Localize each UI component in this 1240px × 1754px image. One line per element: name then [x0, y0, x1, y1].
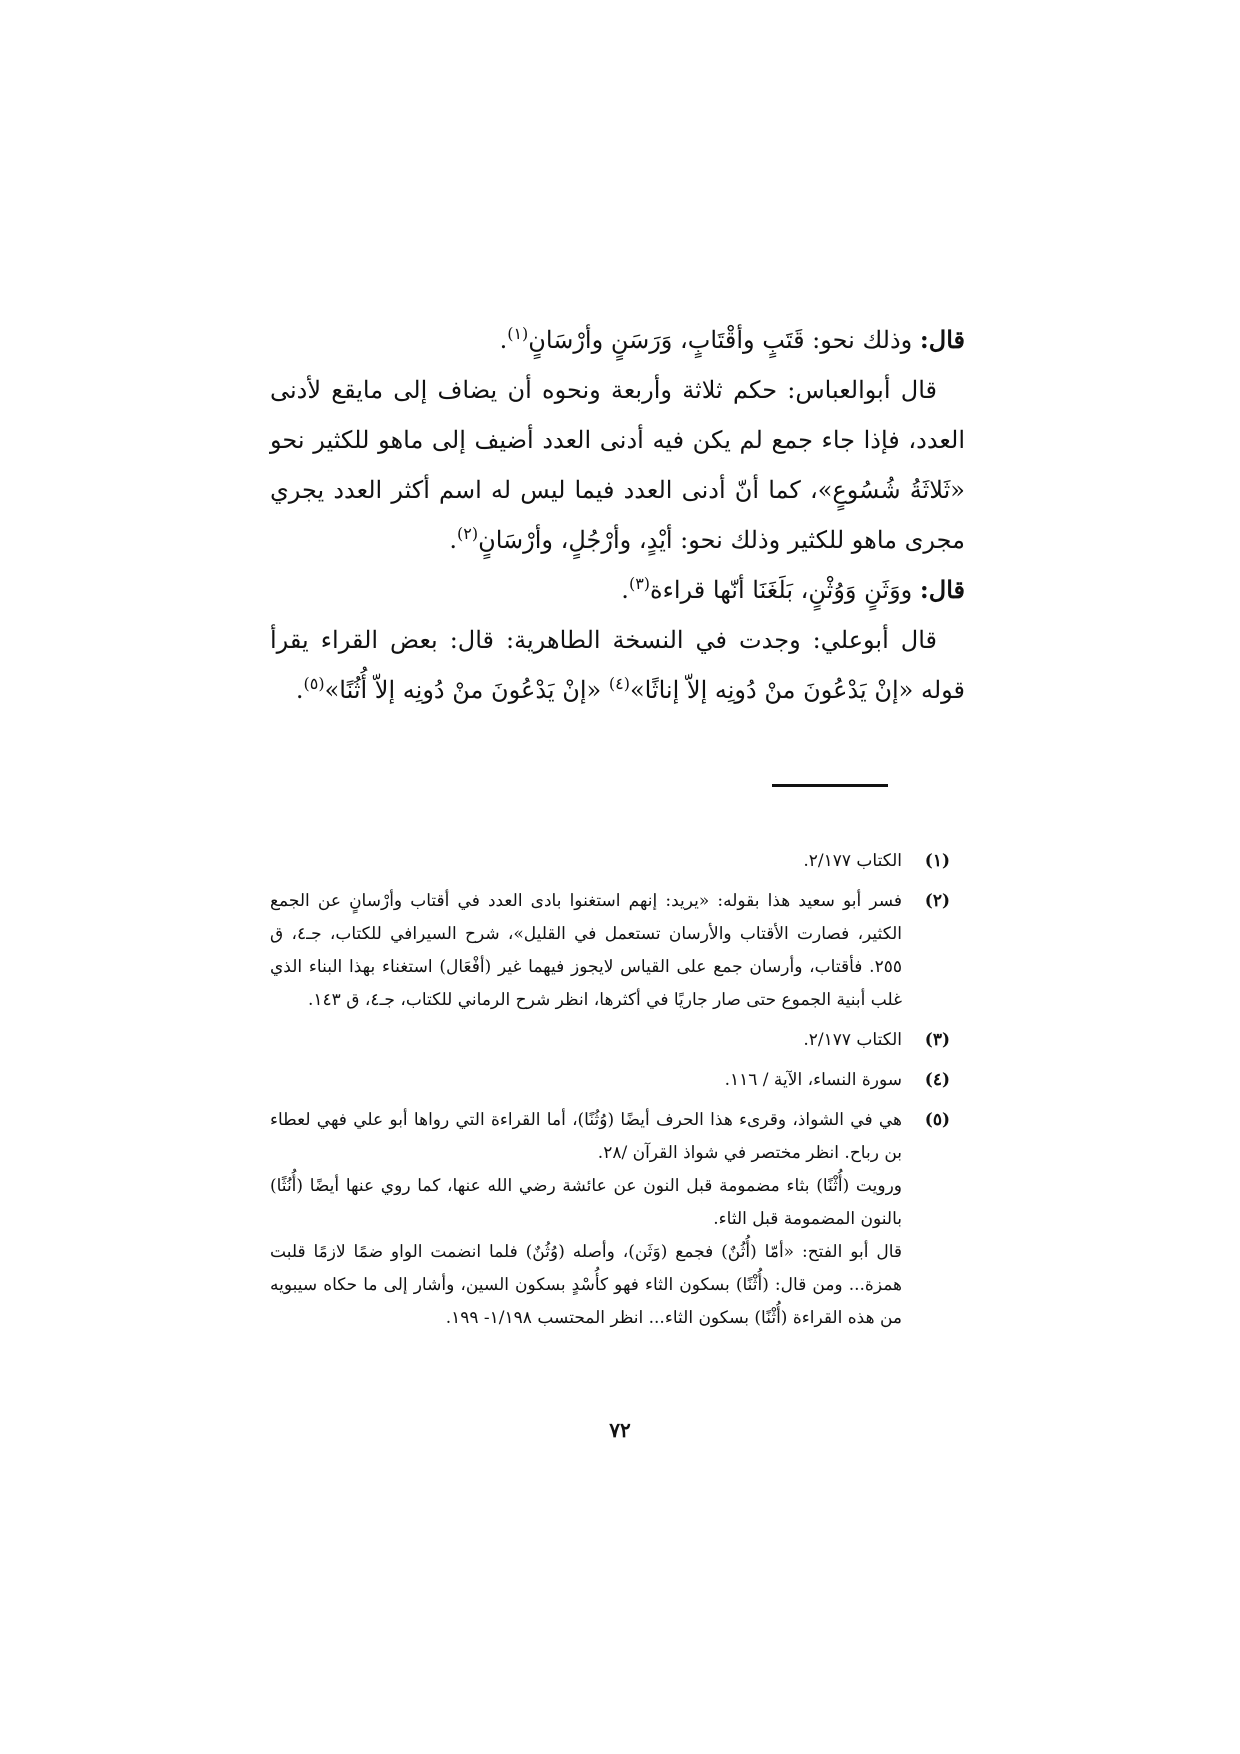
- footnote-text: سورة النساء، الآية / ١١٦.: [724, 1070, 902, 1090]
- paragraph-text: قال أبوعلي: وجدت في النسخة الطاهرية: قال: بعض القراء يقرأ قوله «إنْ يَدْعُونَ منْ دُونِه إلاّ إناثًا»: [270, 626, 965, 704]
- footnote-body: [270, 845, 902, 878]
- footnote-text: فسر أبو سعيد هذا بقوله: «يريد: إنهم استغنوا بادى العدد في أقتاب وأرْسانٍ عن الجمع الكثير، فصارت الأقتاب والأرسان تستعمل في القليل»، شرح السيرافي للكتاب، جـ٤، ق ٢٥٥. فأقتاب، وأرسان جمع على القياس لايجوز فيهما غير (أفْعَال) استغناء بهذا البناء الذي غلب أبنية الجموع حتى صار جاريًا في أكثرها، انظر شرح الرماني للكتاب، جـ٤، ق ١٤٣.: [270, 891, 902, 1010]
- paragraph-end: .: [449, 526, 457, 554]
- footnote-4: [270, 1064, 950, 1097]
- footnotes-section: [270, 845, 950, 1342]
- speaker-label: قال:: [919, 575, 965, 604]
- paragraph-end: .: [295, 676, 304, 704]
- footnote-2: [270, 885, 950, 1017]
- footnote-text: الكتاب ٢/١٧٧.: [803, 1030, 902, 1050]
- footnote-5: [270, 1104, 950, 1335]
- footnote-number: (٤): [924, 1070, 950, 1090]
- footnote-reference: (٣): [628, 574, 651, 593]
- footnote-number: (١): [924, 851, 950, 871]
- footnote-reference: (٥): [303, 674, 325, 693]
- paragraph-text: ووَثَنٍ وَوُثْنٍ، بَلَغَنَا أنّها قراءة: [650, 576, 920, 604]
- footnote-text: هي في الشواذ، وقرىء هذا الحرف أيضًا (وُثُنًا)، أما القراءة التي رواها أبو علي فهي لعطاء بن رباح. انظر مختصر في شواذ القرآن /٢٨.: [270, 1110, 902, 1163]
- paragraph-text: «إنْ يَدْعُونَ منْ دُونِه إلاّ أُثُنًا»: [324, 676, 609, 704]
- footnote-reference: (٢): [457, 524, 479, 543]
- page-number: ٧٢: [609, 1418, 631, 1442]
- paragraph-text: قال أبوالعباس: حكم ثلاثة وأربعة ونحوه أن يضاف إلى مايقع لأدنى العدد، فإذا جاء جمع لم يكن فيه أدنى العدد أضيف إلى ماهو للكثير نحو «ثَلاثَةُ شُسُوعٍ»، كما أنّ أدنى العدد فيما ليس له اسم أكثر العدد يجري مجرى ماهو للكثير وذلك نحو: أيْدٍ، وأرْجُلٍ، وأرْسَانٍ: [270, 376, 965, 554]
- footnote-separator: [772, 784, 888, 787]
- footnote-body: [270, 885, 902, 1017]
- paragraph-4: [270, 615, 965, 715]
- footnote-text: قال أبو الفتح: «أمّا (أُثُنٌ) فجمع (وَثَن)، وأصله (وُثُنٌ) فلما انضمت الواو ضمًا لازمًا قلبت همزة... ومن قال: (أُثْنًا) بسكون الثاء فهو كأُسْدٍ بسكون السين، وأشار إلى ما حكاه سيبويه من هذه القراءة (أُثْنًا) بسكون الثاء... انظر المحتسب ١/١٩٨- ١٩٩.: [270, 1242, 902, 1328]
- speaker-label: قال:: [919, 325, 965, 354]
- footnote-1: [270, 845, 950, 878]
- paragraph-3: [270, 565, 965, 615]
- paragraph-text: وذلك نحو: قَتَبٍ وأقْتَابٍ، وَرَسَنٍ وأرْسَانٍ: [528, 326, 920, 354]
- footnote-number: (٢): [924, 891, 950, 911]
- footnote-text: الكتاب ٢/١٧٧.: [803, 851, 902, 871]
- footnote-body: [270, 1064, 902, 1097]
- footnote-body: [270, 1024, 902, 1057]
- footnote-reference: (٤): [608, 674, 630, 693]
- paragraph-end: .: [621, 576, 629, 604]
- footnote-reference: (١): [507, 324, 529, 343]
- paragraph-1: [270, 315, 965, 365]
- main-text-block: [270, 315, 965, 715]
- paragraph-end: .: [499, 326, 508, 354]
- footnote-number: (٥): [924, 1110, 950, 1130]
- footnote-body: [270, 1104, 902, 1335]
- footnote-number: (٣): [924, 1030, 950, 1050]
- paragraph-2: [270, 365, 965, 565]
- footnote-3: [270, 1024, 950, 1057]
- footnote-text: ورويت (أُثْنًا) بثاء مضمومة قبل النون عن عائشة رضي الله عنها، كما روي عنها أيضًا (أُنُثًا) بالنون المضمومة قبل الثاء.: [270, 1176, 902, 1229]
